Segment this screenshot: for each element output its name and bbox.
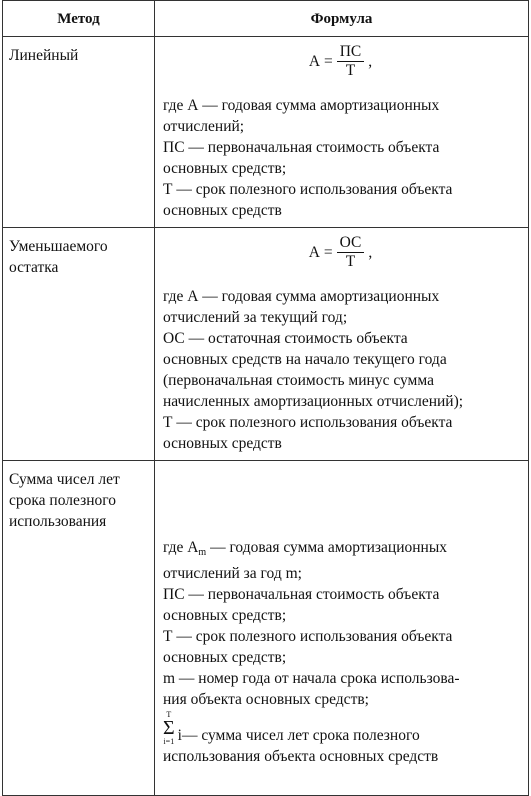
formula-placeholder: [163, 467, 518, 537]
desc-line: где А — годовая сумма амортизационных: [163, 97, 440, 114]
desc-line: основных средств;: [163, 649, 287, 666]
formula: [163, 43, 518, 87]
desc-line: основных средств: [163, 435, 282, 452]
desc-line: ОС — остаточная стоимость объекта: [163, 330, 408, 347]
amortization-methods-table: [2, 0, 529, 796]
formula-description: [163, 537, 518, 767]
fraction: [337, 43, 365, 80]
desc-line: Т — срок полезного использования объекта: [163, 414, 453, 431]
fraction: [337, 234, 365, 271]
desc-line: использования объекта основных средств: [163, 748, 439, 765]
table-row: [3, 228, 529, 461]
denominator: Т: [345, 253, 356, 270]
desc-line: ПС — первоначальная стоимость объекта: [163, 586, 440, 603]
formula-tail: ,: [368, 244, 373, 261]
formula-lhs: А =: [308, 53, 333, 70]
desc-line: m — номер года от начала срока использова-: [163, 670, 460, 687]
formula-header: Формула: [155, 1, 529, 37]
desc-line: где А — годовая сумма амортизационных: [163, 288, 440, 305]
desc-line: начисленных амортизационных отчислений);: [163, 393, 464, 410]
method-cell: Сумма чисел лет срока полезного использования: [3, 461, 155, 796]
formula-description: [163, 95, 518, 221]
desc-line: где $А_m$ — годовая сумма амортизационных: [163, 539, 447, 558]
header-row: [3, 1, 529, 37]
desc-line: основных средств;: [163, 607, 287, 624]
formula-cell: [155, 37, 529, 228]
formula: [163, 234, 518, 278]
method-cell: Уменьшаемого остатка: [3, 228, 155, 461]
desc-line: отчислений за текущий год;: [163, 309, 348, 326]
desc-line: основных средств на начало текущего года: [163, 351, 447, 368]
desc-line: ния объекта основных средств;: [163, 691, 369, 708]
table-row: [3, 37, 529, 228]
desc-line: основных средств: [163, 202, 282, 219]
table-row: [3, 461, 529, 796]
sum-line: T Σ i=1 i — сумма чисел лет срока полезного: [163, 710, 420, 746]
denominator: Т: [345, 62, 356, 79]
formula-description: [163, 286, 518, 454]
desc-line: Т — срок полезного использования объекта: [163, 181, 453, 198]
desc-line: отчислений;: [163, 118, 245, 135]
formula-cell: [155, 228, 529, 461]
formula-cell: [155, 461, 529, 796]
method-header: Метод: [3, 1, 155, 37]
formula-tail: ,: [368, 53, 373, 70]
method-cell: Линейный: [3, 37, 155, 228]
numerator: ПС: [337, 43, 365, 62]
desc-line: ПС — первоначальная стоимость объекта: [163, 139, 440, 156]
desc-line: (первоначальная стоимость минус сумма: [163, 372, 434, 389]
sigma-icon: T Σ i=1: [163, 710, 175, 746]
formula-lhs: А =: [308, 244, 333, 261]
numerator: ОС: [337, 234, 365, 253]
desc-line: основных средств;: [163, 160, 287, 177]
desc-line: Т — срок полезного использования объекта: [163, 628, 453, 645]
desc-line: отчислений за год m;: [163, 565, 302, 582]
